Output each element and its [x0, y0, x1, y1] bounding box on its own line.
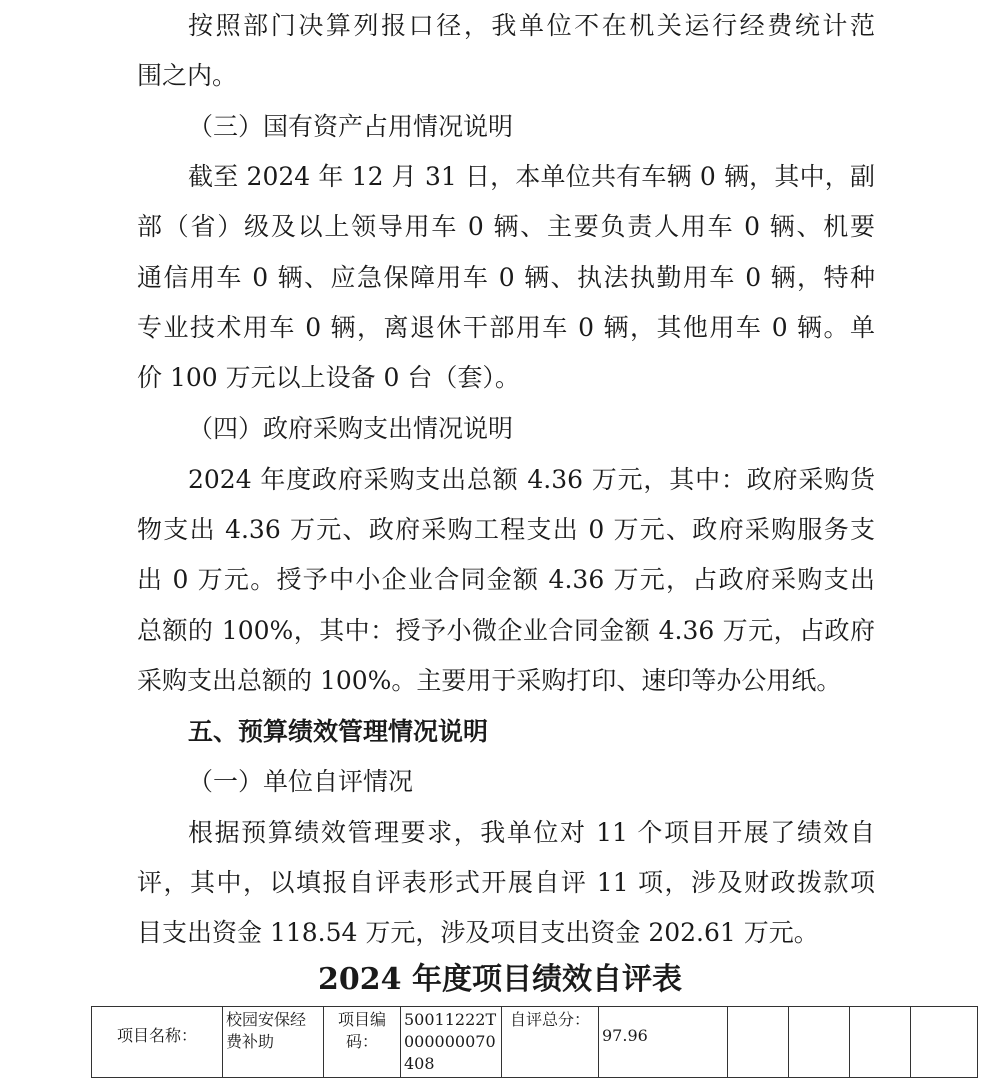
- empty-cell: [850, 1007, 911, 1078]
- project-code-label: 项目编码：: [324, 1007, 401, 1078]
- paragraph-line: 通信用车 0 辆、应急保障用车 0 辆、执法执勤用车 0 辆，特种: [137, 263, 875, 292]
- project-code-value: 50011222T000000070408: [401, 1007, 502, 1078]
- paragraph-line: 2024 年度政府采购支出总额 4.36 万元，其中：政府采购货: [188, 465, 875, 494]
- paragraph-line: 价 100 万元以上设备 0 台（套）。: [137, 363, 520, 392]
- paragraph-line: 物支出 4.36 万元、政府采购工程支出 0 万元、政府采购服务支: [137, 515, 875, 544]
- paragraph-line: 截至 2024 年 12 月 31 日，本单位共有车辆 0 辆，其中，副: [188, 162, 875, 191]
- section-heading-assets: （三）国有资产占用情况说明: [188, 112, 514, 141]
- paragraph-line: 部（省）级及以上领导用车 0 辆、主要负责人用车 0 辆、机要: [137, 212, 875, 241]
- paragraph-line: 围之内。: [137, 61, 238, 90]
- table-row: [92, 1007, 978, 1078]
- empty-cell: [911, 1007, 978, 1078]
- section-heading-self-eval: （一）单位自评情况: [188, 767, 414, 796]
- paragraph-line: 专业技术用车 0 辆，离退休干部用车 0 辆，其他用车 0 辆。单: [137, 313, 875, 342]
- paragraph-line: 目支出资金 118.54 万元，涉及项目支出资金 202.61 万元。: [137, 918, 819, 947]
- empty-cell: [789, 1007, 850, 1078]
- paragraph-line: 总额的 100%，其中：授予小微企业合同金额 4.36 万元，占政府: [137, 616, 875, 645]
- empty-cell: [728, 1007, 789, 1078]
- paragraph-line: 采购支出总额的 100%。主要用于采购打印、速印等办公用纸。: [137, 666, 842, 695]
- section-heading-procurement: （四）政府采购支出情况说明: [188, 414, 514, 443]
- paragraph-line: 根据预算绩效管理要求，我单位对 11 个项目开展了绩效自: [188, 818, 875, 847]
- self-score-label: 自评总分：: [502, 1007, 599, 1078]
- self-evaluation-table: [91, 1006, 978, 1078]
- paragraph-line: 出 0 万元。授予中小企业合同金额 4.36 万元，占政府采购支出: [137, 565, 875, 594]
- table-title: 2024 年度项目绩效自评表: [318, 962, 682, 997]
- paragraph-line: 按照部门决算列报口径，我单位不在机关运行经费统计范: [188, 11, 875, 40]
- section-heading-performance: 五、预算绩效管理情况说明: [188, 717, 489, 746]
- self-score-value: 97.96: [599, 1007, 728, 1078]
- paragraph-line: 评，其中，以填报自评表形式开展自评 11 项，涉及财政拨款项: [137, 868, 875, 897]
- project-name-value: 校园安保经费补助: [223, 1007, 324, 1078]
- project-name-label: 项目名称：: [92, 1007, 223, 1078]
